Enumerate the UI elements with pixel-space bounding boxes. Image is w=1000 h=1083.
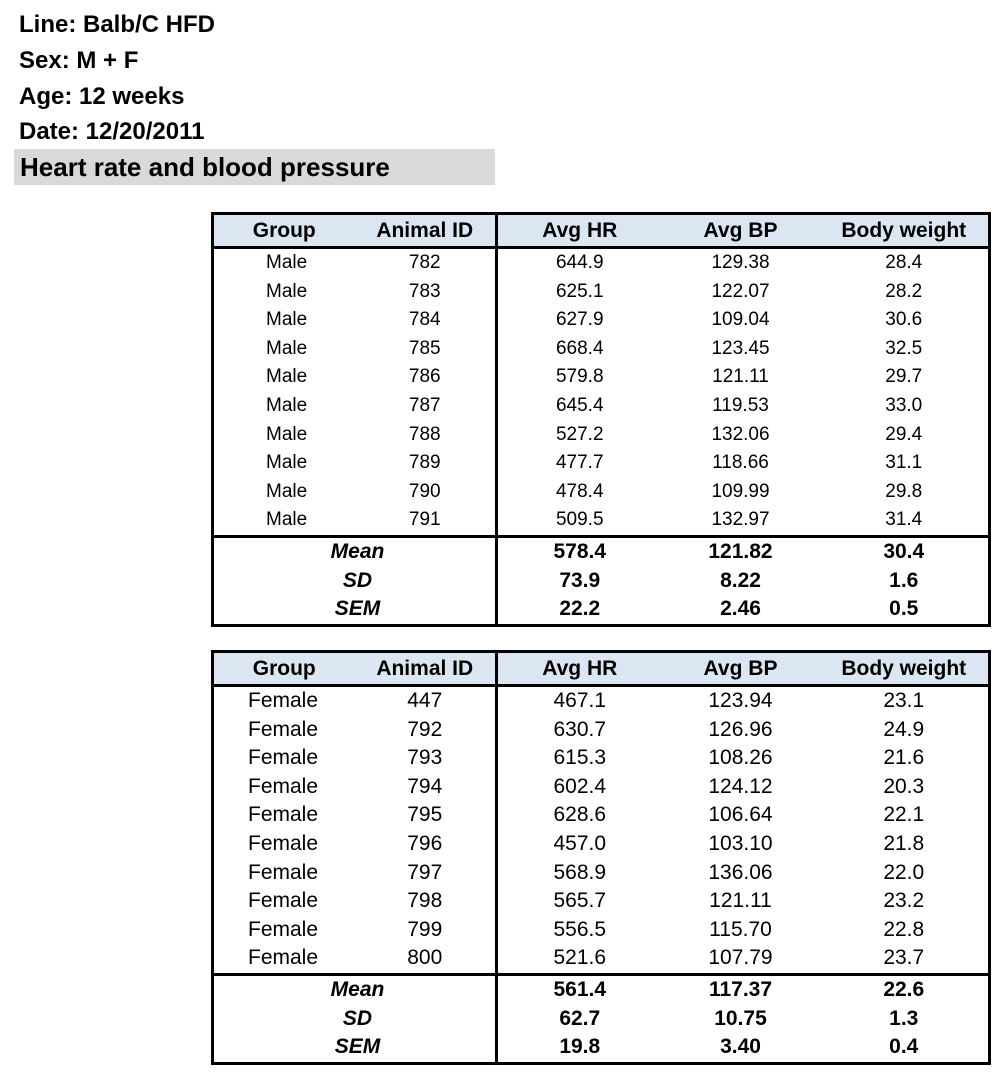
cell-body-weight: 23.1 <box>883 689 925 712</box>
female-stats <box>213 974 990 1063</box>
female-data-table <box>211 650 991 1065</box>
cell-avg-hr: 668.4 <box>555 337 604 359</box>
table-row <box>213 392 990 421</box>
cell-group: Male <box>266 252 308 273</box>
cell-group: Male <box>266 280 308 302</box>
stat-avg-hr: 19.8 <box>559 1035 601 1059</box>
cell-avg-hr: 477.7 <box>555 452 604 474</box>
stat-body-weight: 30.4 <box>820 536 990 566</box>
cell-avg-hr: 556.5 <box>553 917 607 941</box>
stats-row <box>213 1033 990 1063</box>
header-row <box>213 652 990 686</box>
cell-avg-bp: 123.45 <box>711 337 770 359</box>
cell-body-weight: 28.4 <box>885 252 923 273</box>
cell-animal-id: 796 <box>355 830 497 859</box>
column-header-group: Group <box>213 214 355 248</box>
cell-animal-id: 447 <box>355 686 497 716</box>
cell-avg-hr: 457.0 <box>553 831 607 855</box>
stat-body-weight: 1.3 <box>889 1006 919 1030</box>
table-row <box>213 716 990 745</box>
column-header-body-weight: Body weight <box>820 214 990 248</box>
cell-body-weight: 31.1 <box>885 452 923 474</box>
stat-avg-hr: 22.2 <box>559 597 601 621</box>
stat-avg-hr: 73.9 <box>559 568 601 592</box>
cell-group: Male <box>266 309 308 331</box>
table-row <box>213 830 990 859</box>
cell-avg-hr: 527.2 <box>555 423 604 445</box>
cell-body-weight: 28.2 <box>885 280 923 302</box>
stat-avg-bp: 121.82 <box>662 536 820 566</box>
stat-label: Mean <box>213 536 497 566</box>
cell-avg-bp: 129.38 <box>711 252 770 273</box>
cell-animal-id: 782 <box>355 248 497 278</box>
cell-avg-bp: 103.10 <box>708 831 773 855</box>
stat-body-weight: 0.5 <box>889 597 919 621</box>
cell-group: Female <box>248 746 319 770</box>
cell-avg-bp: 107.79 <box>708 946 773 970</box>
cell-avg-hr: 602.4 <box>553 774 607 798</box>
cell-group: Male <box>266 452 308 474</box>
cell-animal-id: 783 <box>355 278 497 307</box>
cell-avg-hr: 565.7 <box>553 889 607 913</box>
table-row <box>213 773 990 802</box>
female-rows <box>213 686 990 975</box>
cell-group: Female <box>248 889 319 913</box>
cell-animal-id: 794 <box>355 773 497 802</box>
male-data-table <box>211 212 991 627</box>
table-row <box>213 944 990 974</box>
cell-group: Male <box>266 509 308 531</box>
cell-animal-id: 800 <box>355 944 497 974</box>
table-row <box>213 363 990 392</box>
cell-avg-hr: 521.6 <box>553 946 607 970</box>
cell-avg-bp: 115.70 <box>709 917 772 941</box>
column-header-animal-id: Animal ID <box>355 652 497 686</box>
cell-group: Female <box>248 689 319 712</box>
stats-row <box>213 974 990 1004</box>
male-stats <box>213 536 990 625</box>
section-title: Heart rate and blood pressure <box>14 149 495 185</box>
cell-animal-id: 798 <box>355 887 497 916</box>
cell-body-weight: 24.9 <box>883 717 925 741</box>
cell-animal-id: 793 <box>355 744 497 773</box>
cell-avg-hr: 579.8 <box>555 366 604 388</box>
stat-avg-bp: 10.75 <box>714 1006 767 1030</box>
cell-avg-bp: 118.66 <box>712 452 769 474</box>
cell-avg-bp: 121.11 <box>709 889 772 913</box>
cell-group: Female <box>248 717 319 741</box>
cell-avg-hr: 568.9 <box>553 860 607 884</box>
stat-label: Mean <box>213 974 497 1004</box>
cell-avg-bp: 121.11 <box>712 366 769 388</box>
column-header-avg-hr: Avg HR <box>497 652 662 686</box>
table-row <box>213 478 990 507</box>
stats-row <box>213 567 990 596</box>
stat-label: SD <box>213 1005 497 1034</box>
cell-animal-id: 795 <box>355 801 497 830</box>
cell-group: Male <box>266 337 308 359</box>
cell-avg-hr: 627.9 <box>555 309 604 331</box>
female-table-block <box>211 650 988 1065</box>
cell-avg-hr: 509.5 <box>555 509 604 531</box>
cell-group: Female <box>248 860 319 884</box>
stat-avg-bp: 117.37 <box>662 974 820 1004</box>
cell-animal-id: 785 <box>355 335 497 364</box>
column-header-animal-id: Animal ID <box>355 214 497 248</box>
cell-body-weight: 29.4 <box>885 423 923 445</box>
table-row <box>213 744 990 773</box>
stat-body-weight: 0.4 <box>889 1035 919 1059</box>
cell-body-weight: 21.8 <box>883 831 925 855</box>
cell-avg-bp: 124.12 <box>708 774 773 798</box>
cell-avg-bp: 106.64 <box>708 803 773 827</box>
meta-line: Line: Balb/C HFD <box>19 11 215 38</box>
stats-row <box>213 595 990 625</box>
stat-avg-hr: 62.7 <box>559 1006 601 1030</box>
stats-row <box>213 536 990 566</box>
stat-label: SEM <box>213 595 497 625</box>
table-row <box>213 801 990 830</box>
stat-avg-bp: 8.22 <box>720 568 761 592</box>
cell-avg-hr: 478.4 <box>555 480 604 502</box>
table-row <box>213 686 990 716</box>
cell-animal-id: 784 <box>355 306 497 335</box>
cell-avg-hr: 644.9 <box>555 252 604 273</box>
cell-body-weight: 22.0 <box>883 860 925 884</box>
male-rows <box>213 248 990 537</box>
cell-avg-bp: 109.99 <box>711 480 770 502</box>
cell-body-weight: 22.8 <box>883 917 925 941</box>
cell-avg-bp: 123.94 <box>708 689 773 712</box>
header-row <box>213 214 990 248</box>
cell-avg-hr: 628.6 <box>553 803 607 827</box>
cell-animal-id: 789 <box>355 449 497 478</box>
column-header-avg-bp: Avg BP <box>662 652 820 686</box>
cell-body-weight: 21.6 <box>883 746 925 770</box>
stat-avg-hr: 561.4 <box>497 974 662 1004</box>
column-header-body-weight: Body weight <box>820 652 990 686</box>
table-row <box>213 859 990 888</box>
cell-avg-hr: 615.3 <box>553 746 607 770</box>
cell-group: Female <box>248 774 319 798</box>
table-row <box>213 449 990 478</box>
cell-body-weight: 30.6 <box>885 309 923 331</box>
cell-body-weight: 29.8 <box>885 480 923 502</box>
column-header-avg-bp: Avg BP <box>662 214 820 248</box>
cell-avg-hr: 645.4 <box>555 394 604 416</box>
meta-date: Date: 12/20/2011 <box>19 118 205 145</box>
table-row <box>213 887 990 916</box>
cell-group: Female <box>248 946 319 970</box>
cell-avg-hr: 625.1 <box>555 280 604 302</box>
table-row <box>213 916 990 945</box>
cell-group: Male <box>266 394 308 416</box>
cell-animal-id: 787 <box>355 392 497 421</box>
stat-avg-hr: 578.4 <box>497 536 662 566</box>
cell-animal-id: 799 <box>355 916 497 945</box>
cell-avg-bp: 132.06 <box>711 423 770 445</box>
cell-body-weight: 31.4 <box>885 509 923 531</box>
cell-group: Female <box>248 917 319 941</box>
cell-animal-id: 797 <box>355 859 497 888</box>
cell-body-weight: 29.7 <box>885 366 923 388</box>
stat-body-weight: 22.6 <box>820 974 990 1004</box>
cell-avg-bp: 132.97 <box>711 509 770 531</box>
stat-label: SEM <box>213 1033 497 1063</box>
cell-avg-bp: 126.96 <box>708 717 773 741</box>
cell-body-weight: 32.5 <box>885 337 923 359</box>
stat-avg-bp: 2.46 <box>720 597 761 621</box>
cell-animal-id: 792 <box>355 716 497 745</box>
cell-body-weight: 23.2 <box>883 889 925 913</box>
column-header-group: Group <box>213 652 355 686</box>
stat-avg-bp: 3.40 <box>720 1035 761 1059</box>
stat-label: SD <box>213 567 497 596</box>
stat-body-weight: 1.6 <box>889 568 919 592</box>
table-row <box>213 335 990 364</box>
cell-animal-id: 788 <box>355 421 497 450</box>
cell-avg-bp: 108.26 <box>708 746 773 770</box>
cell-avg-bp: 119.53 <box>712 394 769 416</box>
cell-body-weight: 20.3 <box>883 774 925 798</box>
cell-avg-bp: 136.06 <box>708 860 773 884</box>
table-row <box>213 306 990 335</box>
cell-avg-bp: 109.04 <box>711 309 770 331</box>
table-row <box>213 506 990 536</box>
meta-sex: Sex: M + F <box>19 47 139 74</box>
cell-avg-hr: 630.7 <box>553 717 607 741</box>
column-header-avg-hr: Avg HR <box>497 214 662 248</box>
table-row <box>213 421 990 450</box>
cell-body-weight: 23.7 <box>883 946 925 970</box>
table-row <box>213 278 990 307</box>
table-row <box>213 248 990 278</box>
cell-body-weight: 33.0 <box>885 394 923 416</box>
cell-avg-bp: 122.07 <box>711 280 770 302</box>
cell-avg-hr: 467.1 <box>553 689 607 712</box>
cell-group: Male <box>266 480 308 502</box>
cell-animal-id: 791 <box>355 506 497 536</box>
male-table-block <box>211 212 988 627</box>
cell-animal-id: 790 <box>355 478 497 507</box>
cell-group: Male <box>266 423 308 445</box>
cell-group: Female <box>248 831 319 855</box>
stats-row <box>213 1005 990 1034</box>
meta-age: Age: 12 weeks <box>19 83 185 110</box>
cell-animal-id: 786 <box>355 363 497 392</box>
cell-group: Male <box>266 366 308 388</box>
cell-body-weight: 22.1 <box>883 803 925 827</box>
cell-group: Female <box>248 803 319 827</box>
